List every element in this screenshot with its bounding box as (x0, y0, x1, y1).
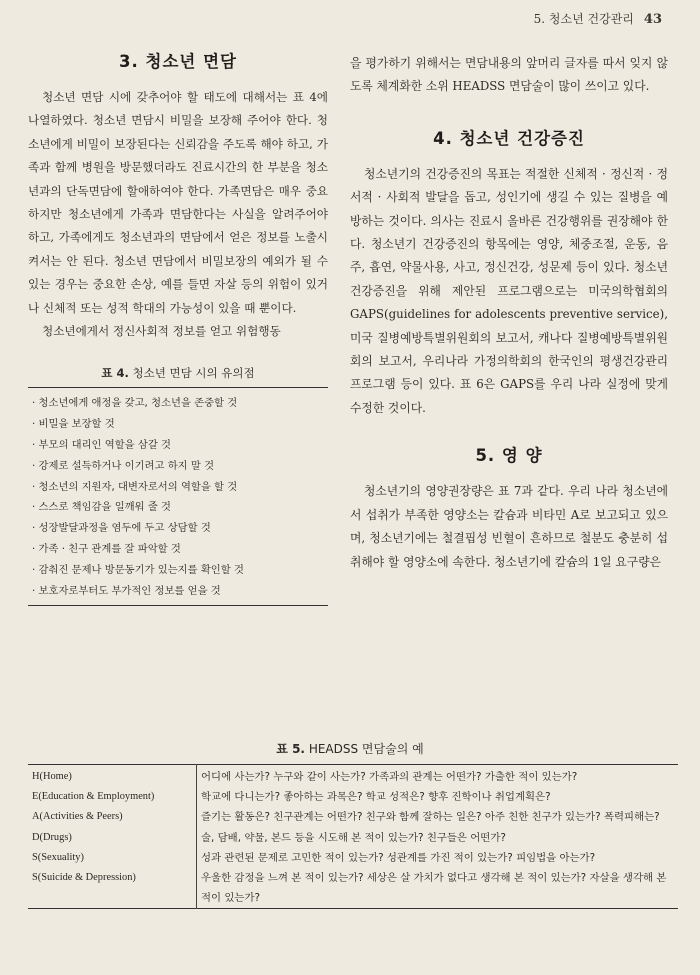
list-item: · 감춰진 문제나 방문동기가 있는지를 확인할 것 (28, 560, 328, 581)
paragraph: 청소년기의 건강증진의 목표는 적절한 신체적 · 정신적 · 정서적 · 사회적 발달을 돕고, 성인기에 생길 수 있는 질병을 예방하는 것이다. 의사는 진료시 올바른 건강행위를 권장해야 한다. 청소년기 건강증진의 항목에는 영양, 체중조절, 운동, 음주, 흡연, 약물사용, 사고, 정신건강, 성문제 등이 있다. 청소년 건강증진을 위해 제안된 프로그램으로는 미국의학협회의 GAPS(guidelines for adolescents preventive service), 미국 질병예방특별위원회의 보고서, 캐나다 질병예방특별위원회의 보고서, 우리나라 가정의학회의 한국인의 평생건강관리 프로그램 등이 있다. 표 6은 GAPS를 우리 나라 실정에 맞게 수정한 것이다. (350, 166, 668, 415)
row-value: 우울한 감정을 느껴 본 적이 있는가? 세상은 살 가치가 없다고 생각해 본 적이 있는가? 자살을 생각해 본 적이 있는가? (201, 872, 667, 905)
row-value: 성과 관련된 문제로 고민한 적이 있는가? 성관계를 가진 적이 있는가? 피임법을 아는가? (201, 851, 596, 864)
table-title: 청소년 면담 시의 유의점 (132, 366, 255, 381)
paragraph: 청소년에게서 정신사회적 정보를 얻고 위험행동 (42, 324, 281, 339)
list-item: · 청소년에게 애정을 갖고, 청소년을 존중할 것 (28, 393, 328, 414)
list-item: · 스스로 책임감을 일깨워 줄 것 (28, 497, 328, 518)
table-row (28, 868, 678, 909)
row-key: A(Activities & Peers) (28, 807, 197, 827)
row-value: 어디에 사는가? 누구와 같이 사는가? 가족과의 관계는 어떤가? 가출한 적이 있는가? (201, 771, 578, 783)
list-item: · 비밀을 보장할 것 (28, 414, 328, 435)
row-key: D(Drugs) (28, 828, 197, 848)
row-key: E(Education & Employment) (28, 787, 197, 807)
list-item: · 보호자로부터도 부가적인 정보를 얻을 것 (28, 581, 328, 602)
row-value: 학교에 다니는가? 좋아하는 과목은? 학교 성적은? 향후 진학이나 취업계획은? (201, 791, 551, 804)
list-item: · 성장발달과정을 염두에 두고 상담할 것 (28, 518, 328, 539)
paragraph: 을 평가하기 위해서는 면담내용의 앞머리 글자를 따서 잊지 않도록 체계화한 소위 HEADSS 면담술이 많이 쓰이고 있다. (350, 56, 668, 94)
running-head (534, 10, 662, 27)
section-heading-interview: 3. 청소년 면담 (119, 52, 237, 71)
table-row (28, 828, 678, 848)
table-row (28, 848, 678, 868)
chapter-title: 5. 청소년 건강관리 (533, 12, 634, 26)
table-4 (28, 365, 328, 606)
list-item: · 청소년의 지원자, 대변자로서의 역할을 할 것 (28, 477, 328, 498)
table-title: HEADSS 면담술의 예 (308, 742, 424, 756)
table-row (28, 807, 678, 827)
table-caption (0, 740, 700, 757)
section-heading-health-promotion: 4. 청소년 건강증진 (433, 128, 585, 148)
paragraph: 청소년기의 영양권장량은 표 7과 같다. 우리 나라 청소년에서 섭취가 부족한 영양소는 칼슘과 비타민 A로 보고되고 있으며, 청소년기에는 철결핍성 빈혈이 흔하므로 철분도 충분히 섭취해야 할 영양소에 속한다. 청소년기에 칼슘의 1일 요구량은 (350, 484, 668, 569)
row-key: H(Home) (28, 765, 197, 788)
row-value: 즐기는 활동은? 친구관계는 어떤가? 친구와 함께 잘하는 일은? 아주 친한 친구가 있는가? 폭력피해는? (201, 811, 660, 824)
row-value: 술, 담배, 약물, 본드 등을 시도해 본 적이 있는가? 친구들은 어떤가? (201, 831, 506, 844)
row-key: S(Sexuality) (28, 848, 197, 868)
table-label: 표 5. (276, 742, 305, 756)
left-column (28, 48, 328, 606)
list-item: · 가족 · 친구 관계를 잘 파악할 것 (28, 539, 328, 560)
table-label: 표 4. (101, 366, 129, 381)
table-4-list (28, 387, 328, 606)
right-column (350, 52, 668, 574)
table-caption (28, 365, 328, 381)
table-row (28, 765, 678, 788)
section-heading-nutrition: 5. 영 양 (475, 446, 543, 466)
table-row (28, 787, 678, 807)
list-item: · 강제로 설득하거나 이기려고 하지 말 것 (28, 456, 328, 477)
paragraph: 청소년 면담 시에 갖추어야 할 태도에 대해서는 표 4에 나열하였다. 청소년 면담시 비밀을 보장해 주어야 한다. 청소년에게 비밀이 보장된다는 신뢰감을 주도록 해야 하고, 가족과 함께 병원을 방문했더라도 진료시간의 한 부분을 청소년과의 단독면담에 할애하여야 한다. 가족면담은 매우 중요하지만 청소년에게 가족과 면담한다는 사실을 알려주어야 하고, 가족에게도 청소년과의 면담에서 얻은 정보를 노출시켜서는 안 된다. 청소년 면담에서 비밀보장의 예외가 될 수 있는 경우는 중요한 손상, 예를 들면 자살 등의 위험이 있거나 신체적 또는 성적 학대의 가능성이 있을 때 뿐이다. (28, 90, 328, 315)
headss-table (28, 764, 678, 909)
list-item: · 부모의 대리인 역할을 삼갈 것 (28, 435, 328, 456)
table-5 (0, 740, 700, 909)
page-number: 43 (643, 12, 662, 27)
row-key: S(Suicide & Depression) (28, 868, 197, 909)
